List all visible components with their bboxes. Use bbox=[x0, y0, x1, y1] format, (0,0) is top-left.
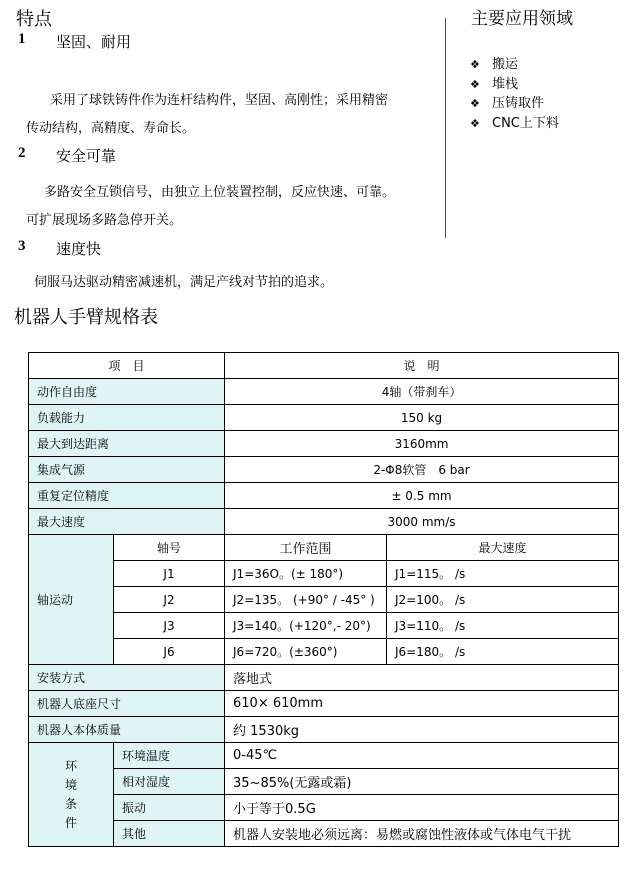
row-value: 落地式 bbox=[225, 665, 619, 691]
list-item: ❖ 搬运 bbox=[470, 55, 559, 75]
env-label: 相对湿度 bbox=[114, 769, 225, 795]
table-row bbox=[29, 691, 619, 717]
row-label: 动作自由度 bbox=[29, 379, 225, 405]
row-label: 最大到达距离 bbox=[29, 431, 225, 457]
feature-number: 2 bbox=[18, 145, 26, 161]
feature-text: 可扩展现场多路急停开关。 bbox=[26, 213, 183, 228]
row-value: 4轴（带刹车） bbox=[225, 379, 619, 405]
axis-id: J3 bbox=[114, 613, 225, 639]
row-label: 负载能力 bbox=[29, 405, 225, 431]
row-value: 610× 610mm bbox=[225, 691, 619, 717]
axis-range: J1=36O。(± 180°) bbox=[225, 561, 387, 587]
diamond-bullet-icon: ❖ bbox=[470, 97, 480, 110]
env-group-label: 环 境 条 件 bbox=[29, 743, 114, 847]
table-row bbox=[29, 457, 619, 483]
feature-text: 传动结构，高精度、寿命长。 bbox=[26, 121, 196, 136]
env-label: 其他 bbox=[114, 821, 225, 847]
header-desc: 说 明 bbox=[225, 353, 619, 379]
row-value: 3160mm bbox=[225, 431, 619, 457]
feature-title: 安全可靠 bbox=[56, 147, 117, 165]
table-header-row bbox=[29, 353, 619, 379]
feature-title: 坚固、耐用 bbox=[56, 33, 132, 51]
table-row bbox=[29, 561, 619, 587]
table-row bbox=[29, 379, 619, 405]
list-item: ❖ 堆栈 bbox=[470, 75, 559, 95]
row-value: 约 1530kg bbox=[225, 717, 619, 743]
axis-id: J2 bbox=[114, 587, 225, 613]
row-label: 集成气源 bbox=[29, 457, 225, 483]
axis-range: J3=140。(+120°,- 20°) bbox=[225, 613, 387, 639]
diamond-bullet-icon: ❖ bbox=[470, 116, 480, 130]
row-label: 重复定位精度 bbox=[29, 483, 225, 509]
axis-col-header: 轴号 bbox=[114, 535, 225, 561]
env-label: 振动 bbox=[114, 795, 225, 821]
row-label: 机器人底座尺寸 bbox=[29, 691, 225, 717]
table-row bbox=[29, 483, 619, 509]
table-row bbox=[29, 743, 619, 769]
axis-speed: J3=110。 /s bbox=[387, 613, 619, 639]
env-label: 环境温度 bbox=[114, 743, 225, 769]
axis-group-label: 轴运动 bbox=[29, 535, 114, 665]
row-label: 安装方式 bbox=[29, 665, 225, 691]
list-item: ❖ CNC上下料 bbox=[470, 114, 559, 134]
table-row bbox=[29, 405, 619, 431]
table-row bbox=[29, 665, 619, 691]
spec-heading: 机器人手臂规格表 bbox=[14, 307, 158, 328]
axis-id: J1 bbox=[114, 561, 225, 587]
diamond-bullet-icon: ❖ bbox=[470, 58, 480, 71]
list-item: ❖ 压铸取件 bbox=[470, 94, 559, 114]
row-label: 最大速度 bbox=[29, 509, 225, 535]
row-value: 150 kg bbox=[225, 405, 619, 431]
axis-speed: J2=100。 /s bbox=[387, 587, 619, 613]
axis-range: J2=135。 (+90° / -45° ) bbox=[225, 587, 387, 613]
env-value: 0-45℃ bbox=[225, 743, 619, 769]
feature-number: 3 bbox=[18, 238, 26, 254]
section-divider bbox=[445, 18, 446, 238]
axis-range: J6=720。(±360°) bbox=[225, 639, 387, 665]
axis-speed: J6=180。 /s bbox=[387, 639, 619, 665]
axis-id: J6 bbox=[114, 639, 225, 665]
env-value: 机器人安装地必须远离：易燃或腐蚀性液体或气体电气干扰 bbox=[225, 821, 619, 847]
row-value: 2-Φ8软管 6 bar bbox=[225, 457, 619, 483]
applications-list bbox=[470, 55, 559, 133]
table-row bbox=[29, 769, 619, 795]
axis-col-header: 工作范围 bbox=[225, 535, 387, 561]
header-item: 项 目 bbox=[29, 353, 225, 379]
table-row bbox=[29, 639, 619, 665]
row-value: 3000 mm/s bbox=[225, 509, 619, 535]
diamond-bullet-icon: ❖ bbox=[470, 77, 480, 91]
row-value: ± 0.5 mm bbox=[225, 483, 619, 509]
feature-number: 1 bbox=[18, 31, 26, 47]
table-row bbox=[29, 587, 619, 613]
row-label: 机器人本体质量 bbox=[29, 717, 225, 743]
env-value: 35~85%(无露或霜) bbox=[225, 769, 619, 795]
axis-speed: J1=115。 /s bbox=[387, 561, 619, 587]
table-row bbox=[29, 431, 619, 457]
spec-table bbox=[28, 352, 619, 847]
table-row bbox=[29, 795, 619, 821]
env-value: 小于等于0.5G bbox=[225, 795, 619, 821]
axis-col-header: 最大速度 bbox=[387, 535, 619, 561]
axis-header-row bbox=[29, 535, 619, 561]
feature-text: 伺服马达驱动精密减速机，满足产线对节拍的追求。 bbox=[34, 275, 334, 290]
table-row bbox=[29, 821, 619, 847]
feature-text: 多路安全互锁信号，由独立上位装置控制，反应快速、可靠。 bbox=[44, 185, 396, 200]
applications-heading: 主要应用领域 bbox=[471, 9, 573, 29]
feature-title: 速度快 bbox=[56, 240, 102, 258]
table-row bbox=[29, 613, 619, 639]
features-heading: 特点 bbox=[16, 9, 52, 30]
feature-text: 采用了球铁铸件作为连杆结构件，坚固、高刚性；采用精密 bbox=[50, 93, 389, 108]
table-row bbox=[29, 717, 619, 743]
table-row bbox=[29, 509, 619, 535]
